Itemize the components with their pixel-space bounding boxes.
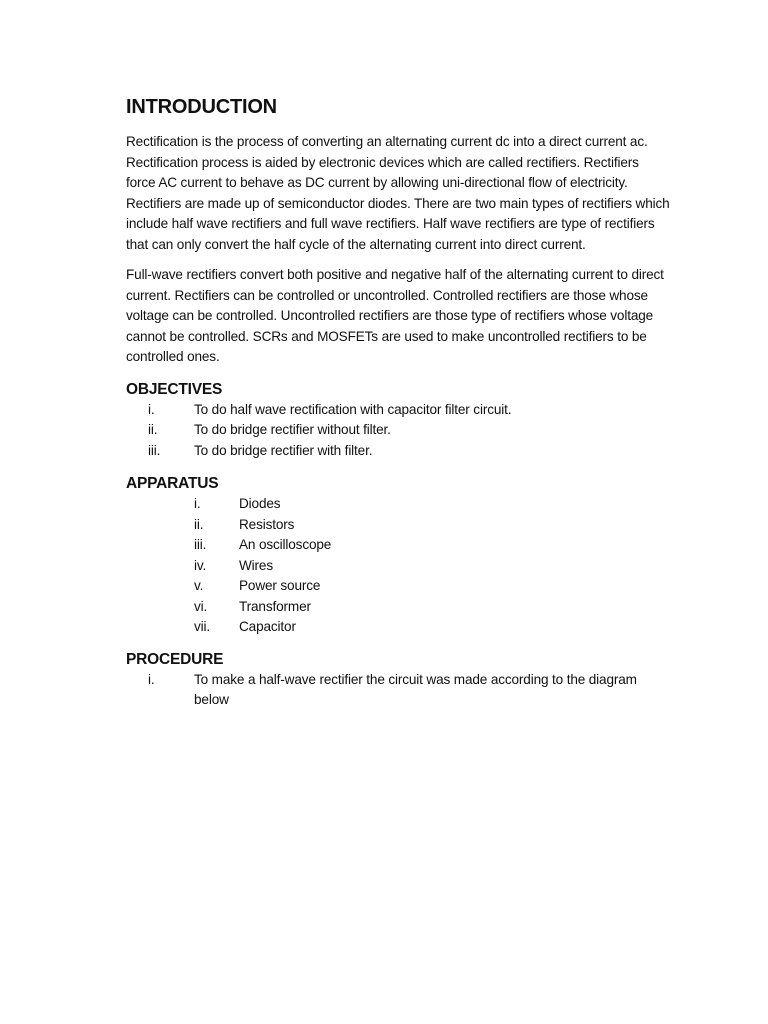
apparatus-item — [126, 494, 671, 515]
list-number: iii. — [148, 442, 161, 458]
list-number: v. — [194, 578, 204, 593]
introduction-heading: INTRODUCTION — [126, 96, 277, 118]
list-text: Wires — [239, 557, 273, 573]
list-number: vii. — [194, 619, 211, 634]
apparatus-heading: APPARATUS — [126, 475, 219, 492]
objective-item — [126, 400, 671, 421]
intro-paragraph-1: Rectification is the process of converting an alternating current dc into a direct current ac. Rectification process is aided by electronic devices which are called rectifiers. Rectifiers force AC current to behave as DC current by allowing uni-directional flow of electricity. Rectifiers are made up of semiconductor diodes. There are two main types of rectifiers which include half wave rectifiers and full wave rectifiers. Half wave rectifiers are type of rectifiers that can only convert the half cycle of the alternating current into direct current. — [126, 134, 670, 252]
apparatus-list — [126, 494, 671, 638]
list-text: Resistors — [239, 516, 295, 532]
list-text: Diodes — [239, 496, 281, 511]
list-text: Transformer — [239, 598, 311, 614]
procedure-item — [126, 670, 671, 711]
objective-item — [126, 441, 671, 462]
objectives-list — [126, 400, 671, 462]
list-number: iv. — [194, 557, 207, 573]
procedure-heading: PROCEDURE — [126, 650, 224, 668]
list-text: To do half wave rectification with capacitor filter circuit. — [194, 401, 512, 417]
intro-paragraph-2: Full-wave rectifiers convert both positive and negative half of the alternating current to direct current. Rectifiers can be controlled or uncontrolled. Controlled rectifiers are those whose voltage can be controlled. Uncontrolled rectifiers are those type of rectifiers whose voltage cannot be controlled. SCRs and MOSFETs are used to make uncontrolled rectifiers to be controlled ones. — [126, 267, 664, 364]
list-number: iii. — [194, 537, 207, 552]
apparatus-item — [126, 576, 671, 597]
apparatus-item — [126, 556, 671, 577]
apparatus-item — [126, 597, 671, 618]
list-number: i. — [194, 496, 201, 511]
list-text: An oscilloscope — [239, 537, 332, 552]
list-text: Power source — [239, 578, 321, 593]
list-text: To do bridge rectifier without filter. — [194, 422, 391, 437]
list-text: To make a half-wave rectifier the circuit was made according to the diagram below — [194, 671, 637, 707]
objectives-heading: OBJECTIVES — [126, 380, 223, 398]
list-text: To do bridge rectifier with filter. — [194, 442, 373, 458]
list-number: ii. — [148, 422, 158, 437]
apparatus-item — [126, 535, 671, 556]
list-text: Capacitor — [239, 619, 296, 634]
apparatus-item — [126, 617, 671, 638]
procedure-list — [126, 670, 671, 711]
objective-item — [126, 420, 671, 441]
list-number: vi. — [194, 598, 208, 614]
apparatus-item — [126, 515, 671, 536]
list-number: i. — [148, 401, 155, 417]
document-page — [126, 94, 671, 711]
list-number: i. — [148, 671, 155, 687]
list-number: ii. — [194, 516, 204, 532]
